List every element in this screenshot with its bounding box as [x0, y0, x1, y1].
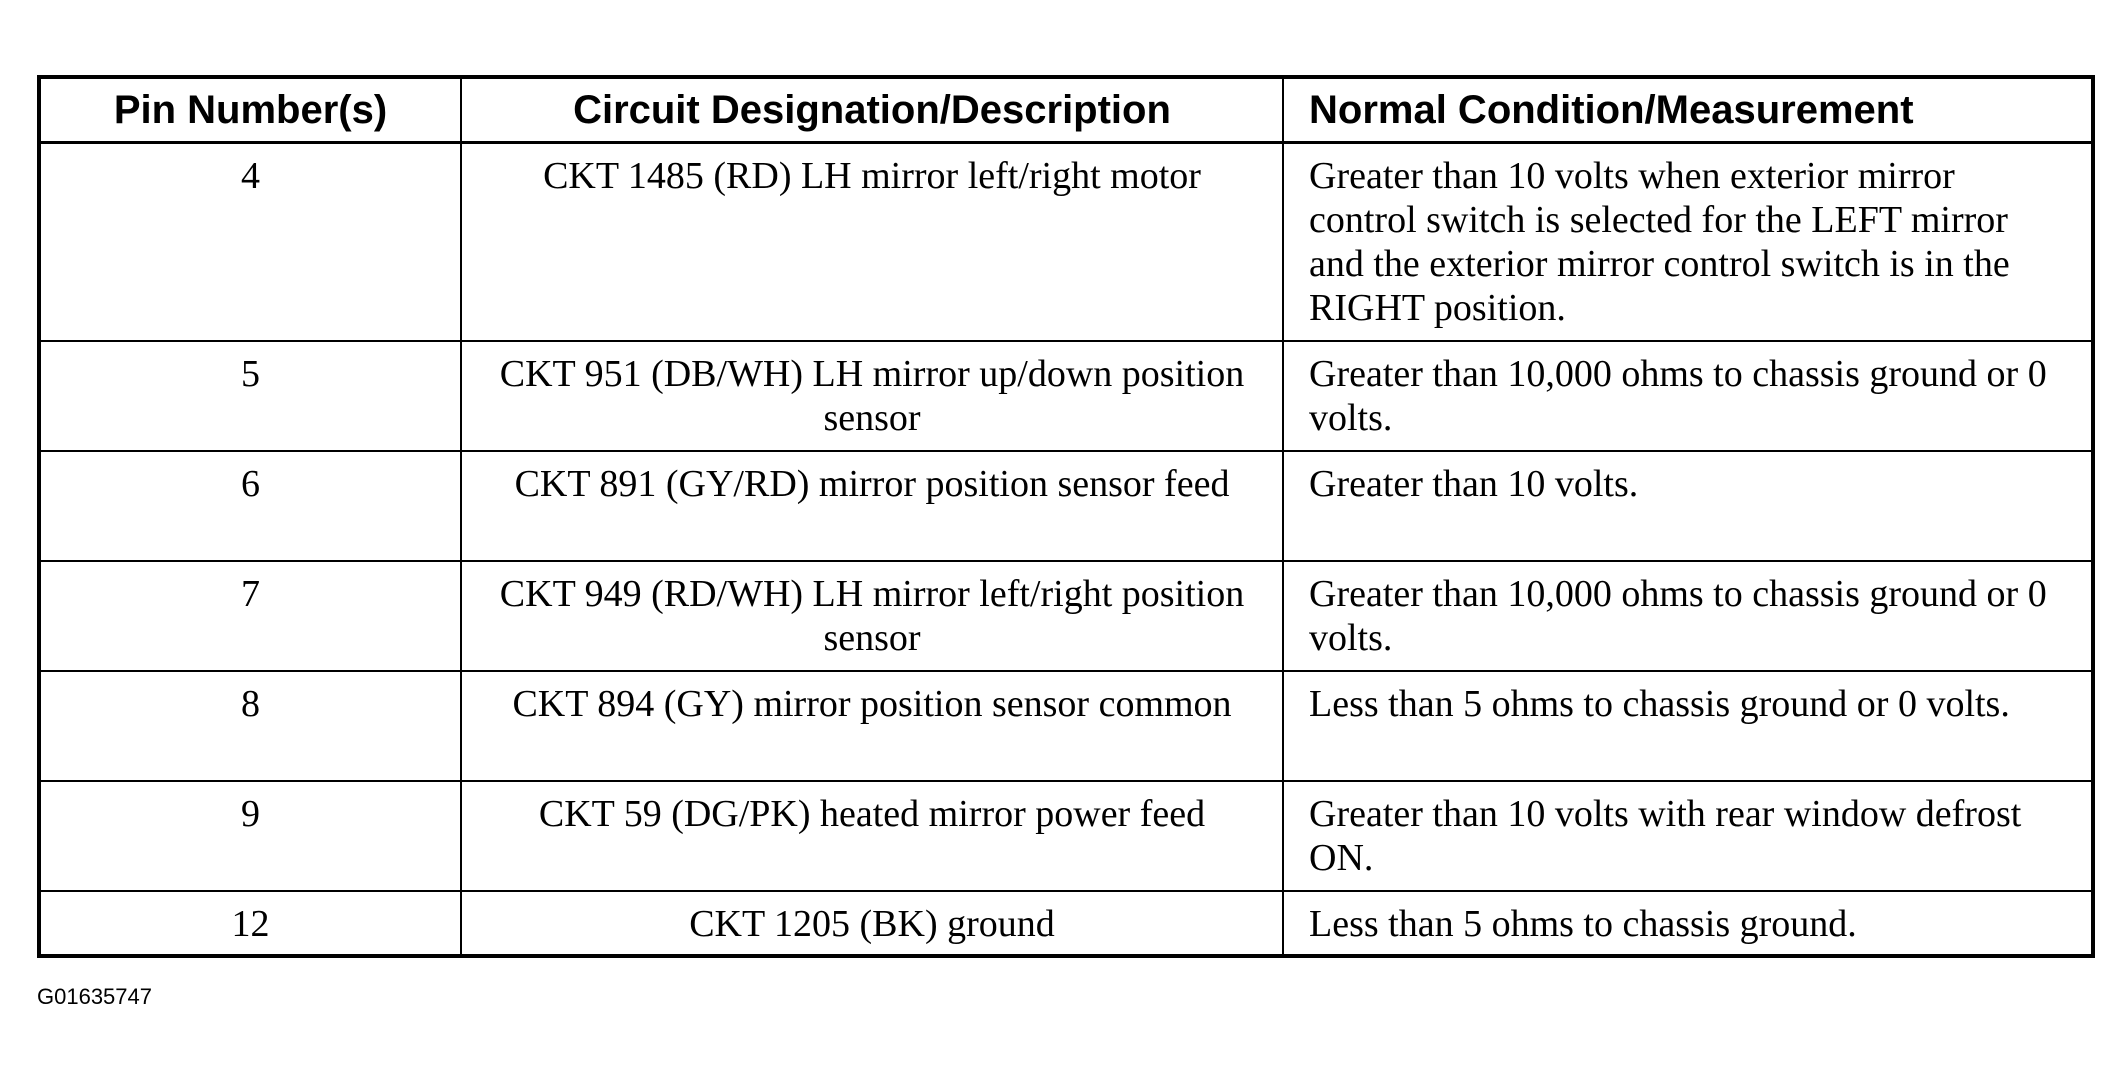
pin-cell: 9 — [39, 781, 461, 891]
condition-cell: Less than 5 ohms to chassis ground. — [1283, 891, 2093, 956]
pin-cell: 6 — [39, 451, 461, 561]
description-cell: CKT 1205 (BK) ground — [461, 891, 1283, 956]
condition-cell: Greater than 10,000 ohms to chassis ground or 0 volts. — [1283, 561, 2093, 671]
description-cell: CKT 1485 (RD) LH mirror left/right motor — [461, 143, 1283, 341]
table-row — [39, 561, 2093, 671]
pin-cell: 8 — [39, 671, 461, 781]
pin-cell: 7 — [39, 561, 461, 671]
table-row — [39, 341, 2093, 451]
pin-table — [37, 75, 2095, 958]
condition-cell: Greater than 10 volts when exterior mirror control switch is selected for the LEFT mirror and the exterior mirror control switch is in the RIGHT position. — [1283, 143, 2093, 341]
header-pin-numbers: Pin Number(s) — [39, 77, 461, 143]
condition-cell: Greater than 10,000 ohms to chassis ground or 0 volts. — [1283, 341, 2093, 451]
header-normal-condition: Normal Condition/Measurement — [1283, 77, 2093, 143]
table-row — [39, 671, 2093, 781]
pin-table-container — [37, 75, 2091, 958]
table-row — [39, 451, 2093, 561]
header-circuit-description: Circuit Designation/Description — [461, 77, 1283, 143]
table-header-row — [39, 77, 2093, 143]
condition-cell: Greater than 10 volts. — [1283, 451, 2093, 561]
pin-cell: 12 — [39, 891, 461, 956]
condition-cell: Less than 5 ohms to chassis ground or 0 volts. — [1283, 671, 2093, 781]
description-cell: CKT 949 (RD/WH) LH mirror left/right position sensor — [461, 561, 1283, 671]
description-cell: CKT 891 (GY/RD) mirror position sensor feed — [461, 451, 1283, 561]
condition-cell: Greater than 10 volts with rear window defrost ON. — [1283, 781, 2093, 891]
description-cell: CKT 951 (DB/WH) LH mirror up/down position sensor — [461, 341, 1283, 451]
pin-cell: 4 — [39, 143, 461, 341]
table-row — [39, 143, 2093, 341]
table-row — [39, 781, 2093, 891]
description-cell: CKT 894 (GY) mirror position sensor common — [461, 671, 1283, 781]
table-row — [39, 891, 2093, 956]
figure-id: G01635747 — [37, 984, 152, 1009]
pin-cell: 5 — [39, 341, 461, 451]
description-cell: CKT 59 (DG/PK) heated mirror power feed — [461, 781, 1283, 891]
